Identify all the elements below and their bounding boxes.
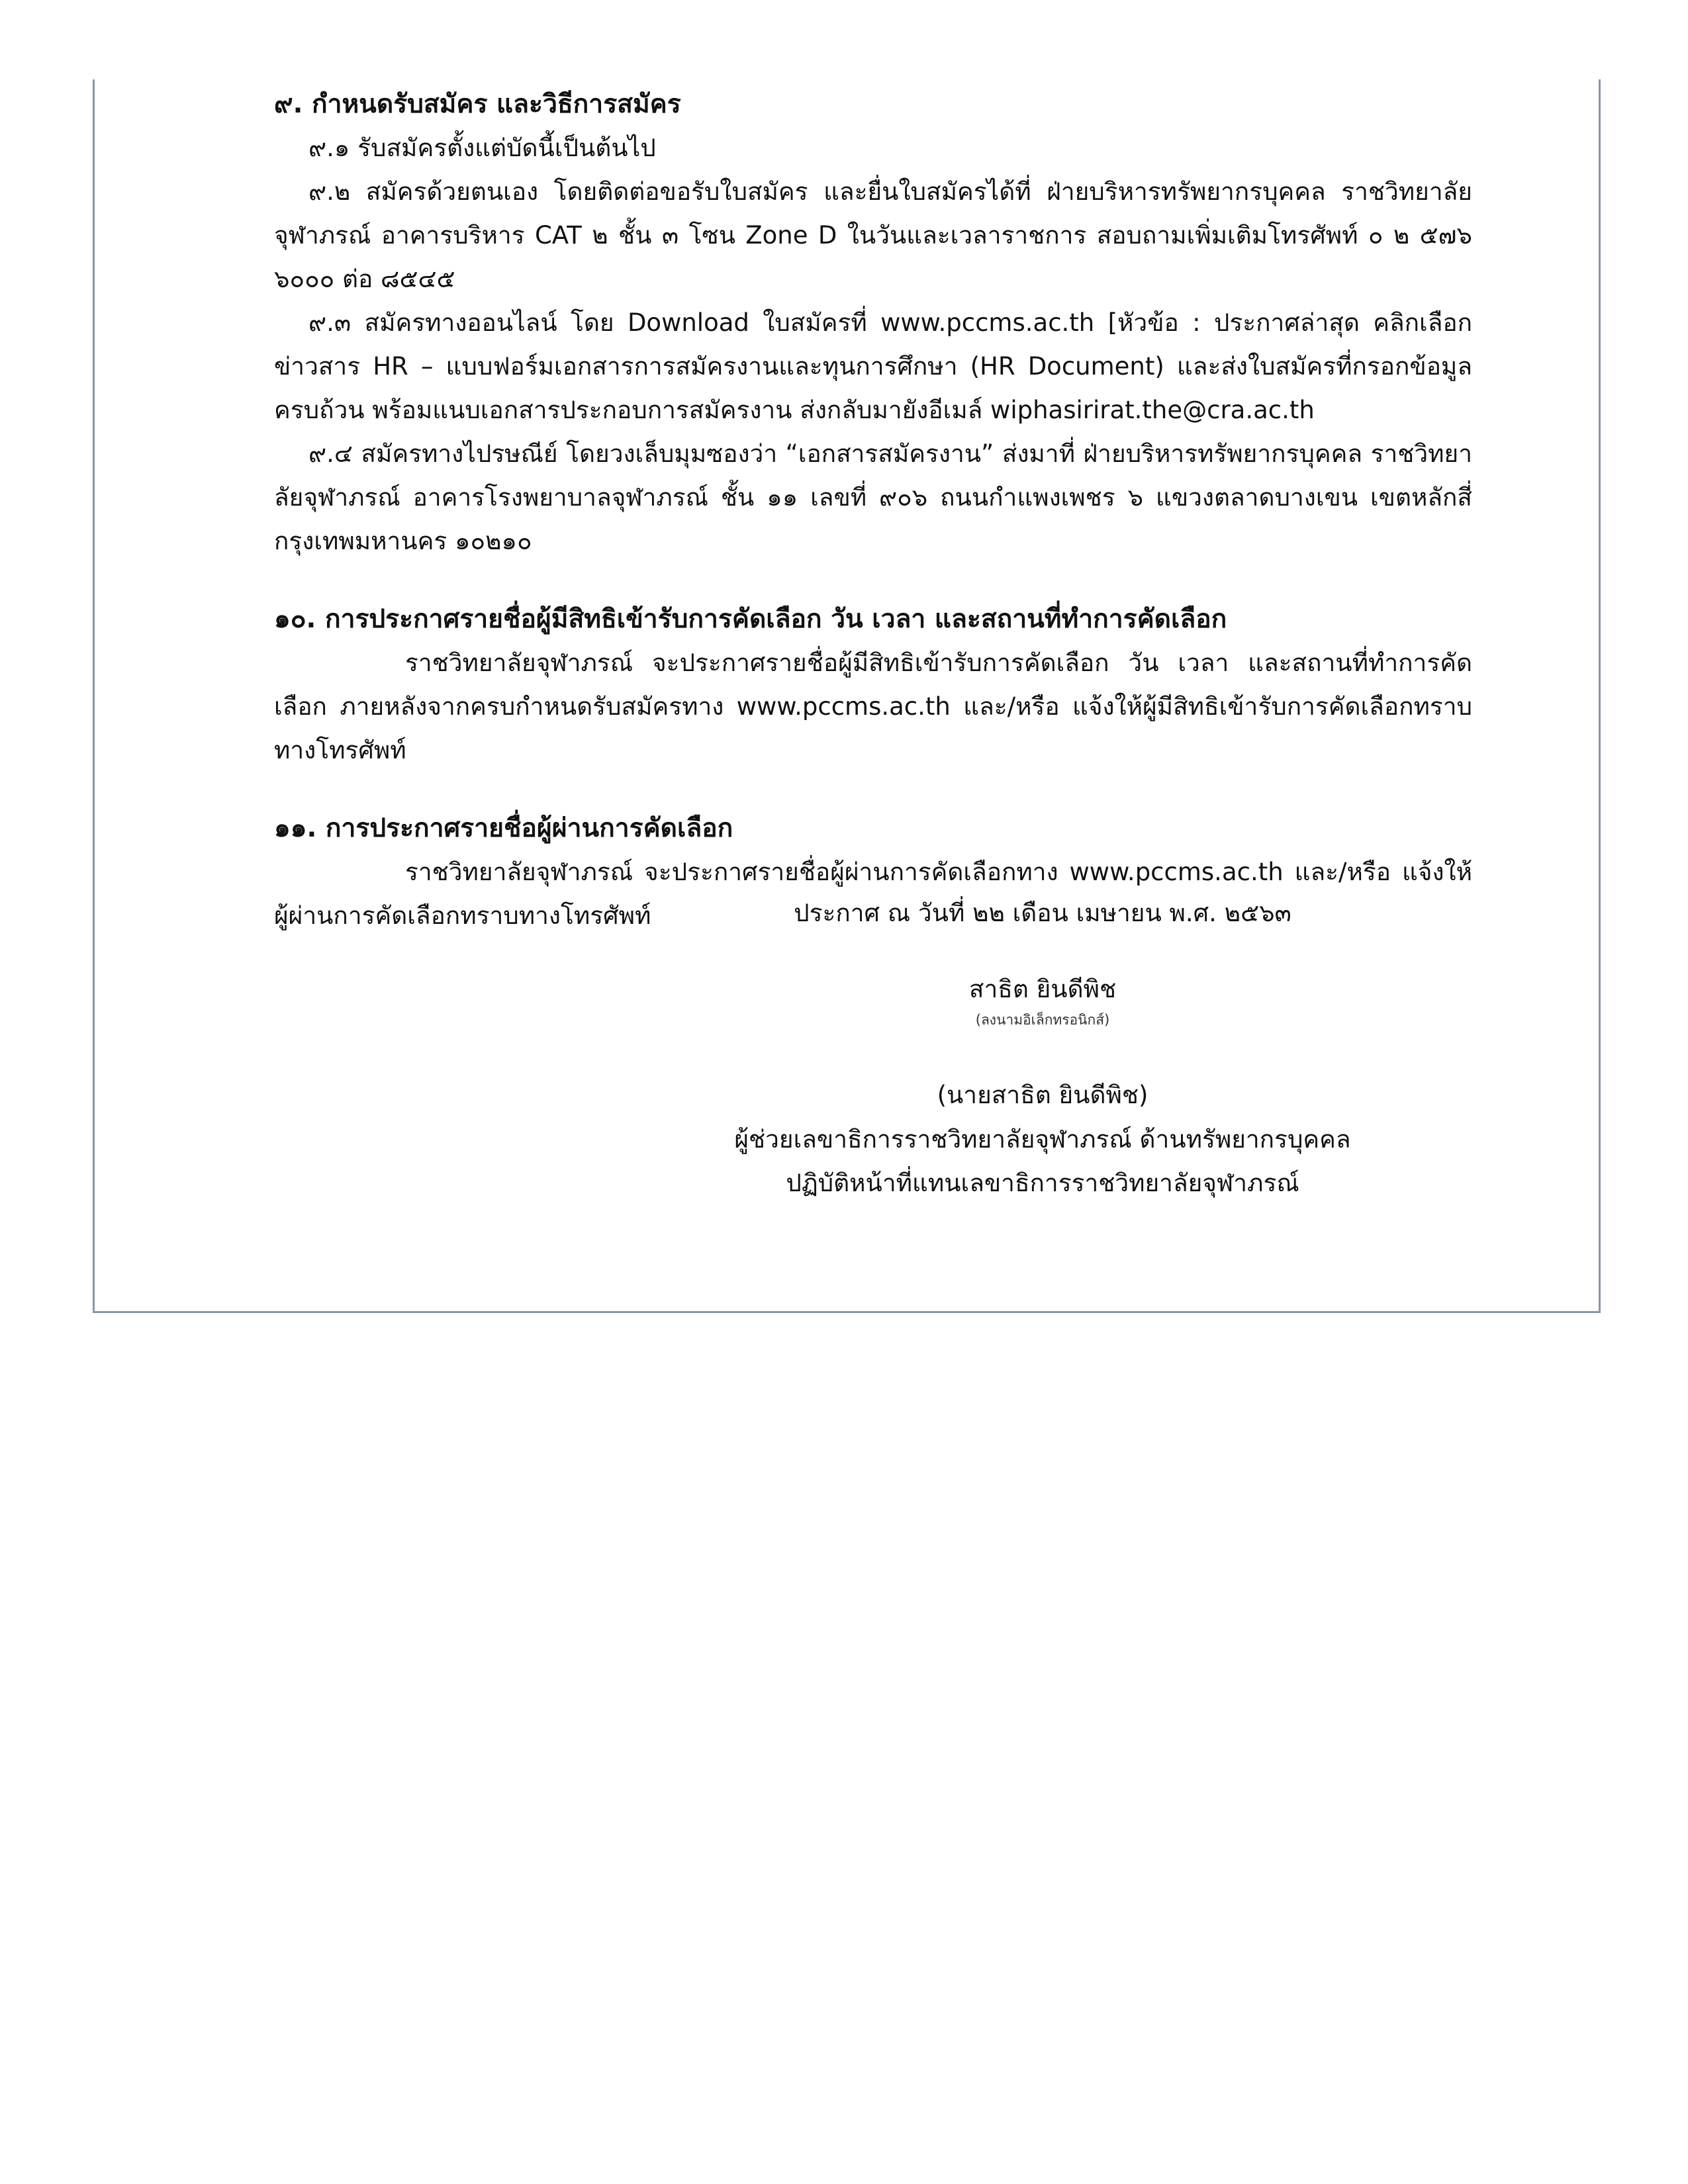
section-10-heading: ๑๐. การประกาศรายชื่อผู้มีสิทธิเข้ารับการคัดเลือก วัน เวลา และสถานที่ทำการคัดเลือก [274, 604, 1227, 634]
section-11-body: ราชวิทยาลัยจุฬาภรณ์ จะประกาศรายชื่อผู้ผ่านการคัดเลือกทาง www.pccms.ac.th และ/หรือ แจ้งให้ผู้ผ่านการคัดเลือกทราบทางโทรศัพท์ [274, 858, 1472, 930]
spacer [274, 563, 1472, 598]
section-9-item-3: ๙.๓ สมัครทางออนไลน์ โดย Download ใบสมัครที่ www.pccms.ac.th [หัวข้อ : ประกาศล่าสุด คลิกเลือกข่าวสาร HR – แบบฟอร์มเอกสารการสมัครงานและทุนการศึกษา (HR Document) และส่งใบสมัครที่กรอกข้อมูลครบถ้วน พร้อมแนบเอกสารประกอบการสมัครงาน ส่งกลับมายังอีเมล์ wiphasirirat.the@cra.ac.th [274, 308, 1472, 424]
announcement-date: ประกาศ ณ วันที่ ๒๒ เดือน เมษายน พ.ศ. ๒๕๖๓ [794, 899, 1291, 927]
section-application-period [274, 83, 1472, 563]
section-9-item-2: ๙.๒ สมัครด้วยตนเอง โดยติดต่อขอรับใบสมัคร และยื่นใบสมัครได้ที่ ฝ่ายบริหารทรัพยากรบุคคล ราชวิทยาลัยจุฬาภรณ์ อาคารบริหาร CAT ๒ ชั้น ๓ โซน Zone D ในวันและเวลาราชการ สอบถามเพิ่มเติมโทรศัพท์ ๐ ๒ ๕๗๖ ๖๐๐๐ ต่อ ๘๕๔๕ [274, 177, 1472, 293]
section-candidate-list-announcement [274, 598, 1472, 772]
spacer [274, 772, 1472, 807]
electronic-signature-note: (ลงนามอิเล็กทรอนิกส์) [975, 1012, 1110, 1028]
section-9-item-1: ๙.๑ รับสมัครตั้งแต่บัดนี้เป็นต้นไป [308, 134, 656, 162]
document-body [274, 83, 1472, 938]
signature-name: สาธิต ยินดีพิช [968, 975, 1117, 1003]
section-10-body: ราชวิทยาลัยจุฬาภรณ์ จะประกาศรายชื่อผู้มีสิทธิเข้ารับการคัดเลือก วัน เวลา และสถานที่ทำการคัดเลือก ภายหลังจากครบกำหนดรับสมัครทาง www.pccms.ac.th และ/หรือ แจ้งให้ผู้มีสิทธิเข้ารับการคัดเลือกทราบทางโทรศัพท์ [274, 649, 1472, 764]
signatory-full-name: (นายสาธิต ยินดีพิช) [937, 1081, 1149, 1109]
signatory-position: ผู้ช่วยเลขาธิการราชวิทยาลัยจุฬาภรณ์ ด้านทรัพยากรบุคคล [734, 1125, 1351, 1154]
section-9-item-4: ๙.๔ สมัครทางไปรษณีย์ โดยวงเล็บมุมซองว่า “เอกสารสมัครงาน” ส่งมาที่ ฝ่ายบริหารทรัพยากรบุคคล ราชวิทยาลัยจุฬาภรณ์ อาคารโรงพยาบาลจุฬาภรณ์ ชั้น ๑๑ เลขที่ ๙๐๖ ถนนกำแพงเพชร ๖ แขวงตลาดบางเขน เขตหลักสี่ กรุงเทพมหานคร ๑๐๒๑๐ [274, 439, 1472, 555]
signatory-acting-position: ปฏิบัติหน้าที่แทนเลขาธิการราชวิทยาลัยจุฬาภรณ์ [786, 1169, 1299, 1197]
section-9-heading: ๙. กำหนดรับสมัคร และวิธีการสมัคร [274, 89, 681, 119]
section-11-heading: ๑๑. การประกาศรายชื่อผู้ผ่านการคัดเลือก [274, 813, 733, 843]
